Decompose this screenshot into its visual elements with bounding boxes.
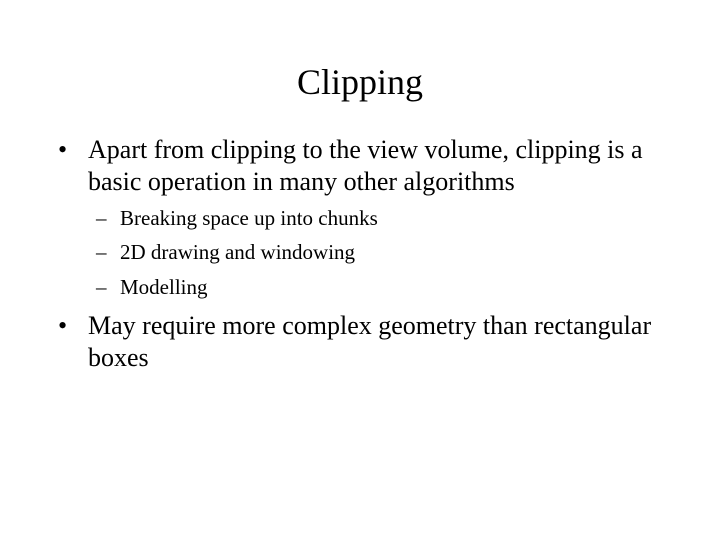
sub-bullet-item bbox=[96, 205, 656, 231]
bullet-text: May require more complex geometry than rectangular boxes bbox=[88, 311, 652, 372]
dash-icon: – bbox=[96, 275, 107, 299]
sub-bullet-text: Modelling bbox=[120, 275, 208, 299]
sub-bullet-text: 2D drawing and windowing bbox=[120, 240, 356, 264]
sub-bullet-text: Breaking space up into chunks bbox=[120, 206, 378, 230]
dash-icon: – bbox=[96, 206, 107, 230]
bullet-item bbox=[58, 310, 678, 374]
slide-title: Clipping bbox=[296, 62, 424, 102]
bullet-text: Apart from clipping to the view volume, clipping is a basic operation in many other algorithms bbox=[88, 135, 643, 196]
bullet-item bbox=[58, 134, 678, 198]
sub-bullet-item bbox=[96, 239, 656, 265]
sub-bullet-item bbox=[96, 274, 656, 300]
bullet-icon: • bbox=[58, 135, 68, 164]
bullet-icon: • bbox=[58, 311, 68, 340]
dash-icon: – bbox=[96, 240, 107, 264]
